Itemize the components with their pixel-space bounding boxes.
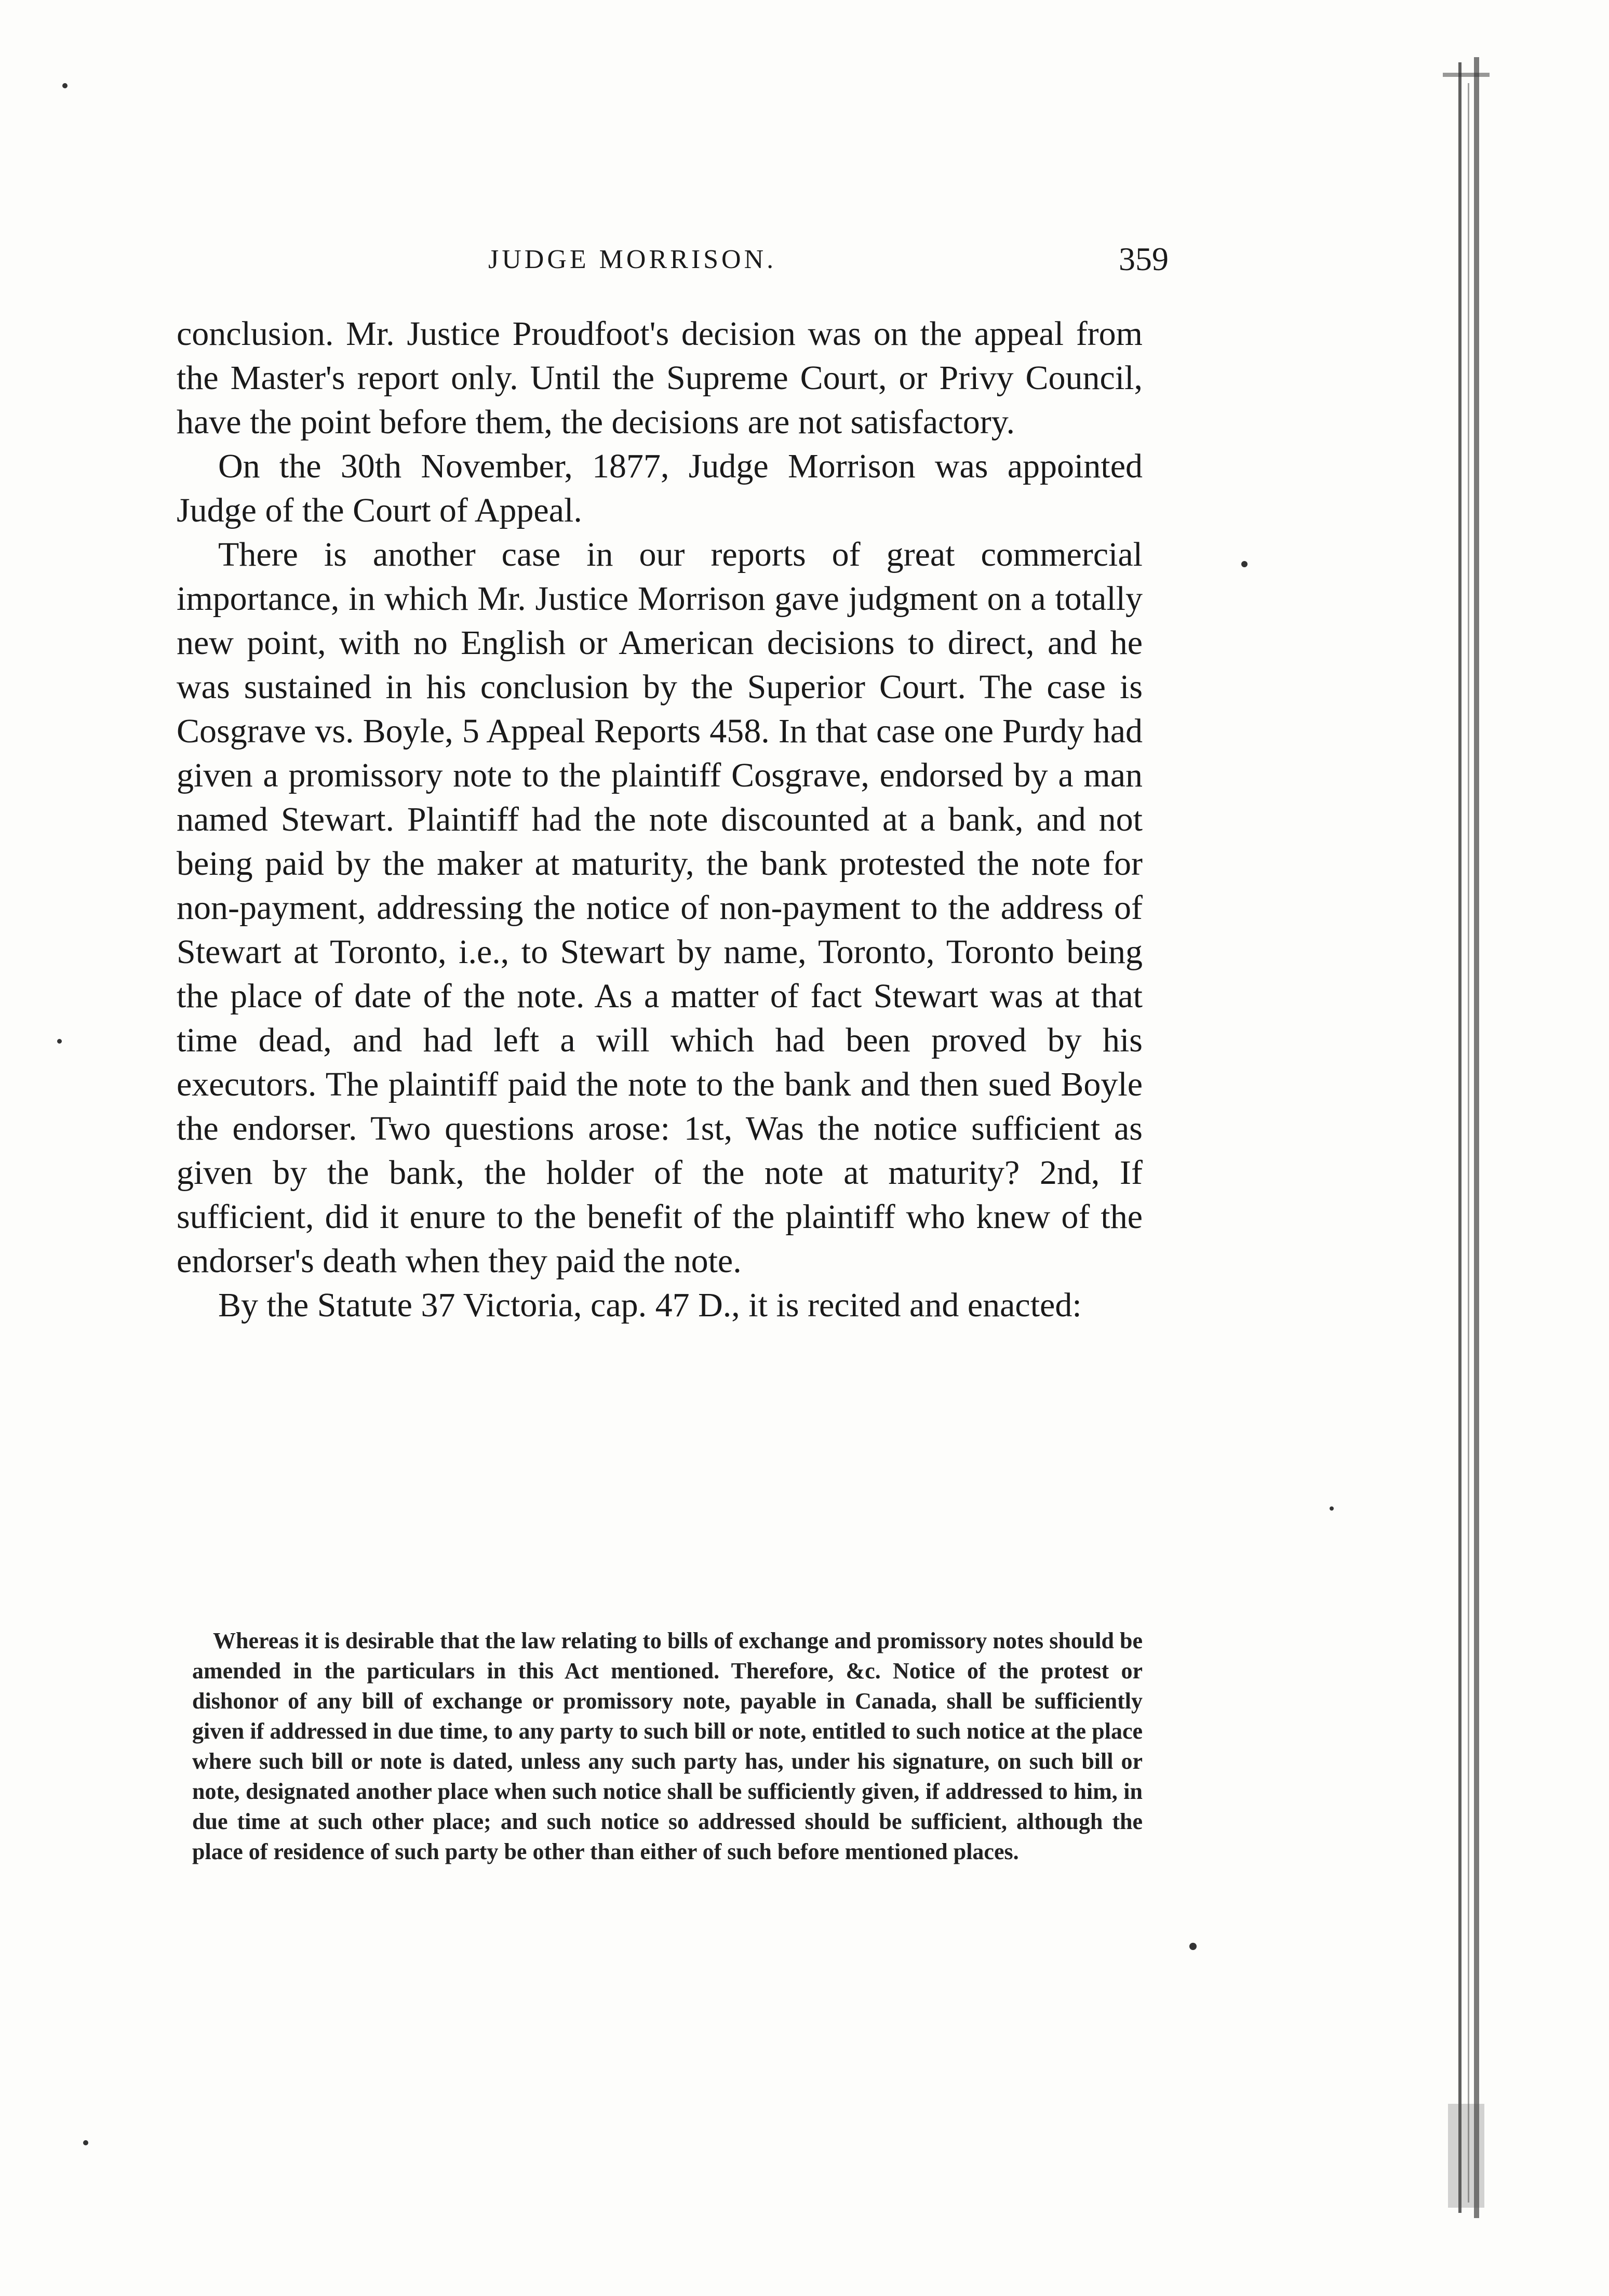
page-number: 359 <box>1119 241 1169 277</box>
paragraph-cosgrave-case: There is another case in our reports of great commercial importance, in which Mr. Justice Morrison gave judgment on a totally new point, with no English or American decisions to direct, and he was sustained in his conclusion by the Superior Court. The case is Cosgrave vs. Boyle, 5 Appeal Reports 458. In that case one Purdy had given a promissory note to the plaintiff Cosgrave, endorsed by a man named Stewart. Plaintiff had the note discounted at a bank, and not being paid by the maker at maturity, the bank protested the note for non-payment, addressing the notice of non-payment to the address of Stewart at Toronto, i.e., to Stewart by name, Toronto, Toronto being the place of date of the note. As a matter of fact Stewart was at that time dead, and had left a will which had been proved by his executors. The plaintiff paid the note to the bank and then sued Boyle the endorser. Two questions arose: 1st, Was the notice sufficient as given by the bank, the holder of the note at maturity? 2nd, If sufficient, did it enure to the benefit of the plaintiff who knew of the endorser's death when they paid the note. <box>177 536 1143 1280</box>
statute-quotation <box>192 1626 1143 1867</box>
scan-speck <box>57 1039 62 1044</box>
paragraph-continuation: conclusion. Mr. Justice Proudfoot's decision was on the appeal from the Master's report only. Until the Supreme Court, or Privy Council, have the point before them, the decisions are not satisfactory. <box>177 315 1143 441</box>
scan-speck <box>1189 1943 1197 1950</box>
scan-speck <box>83 2140 88 2145</box>
body-text <box>177 312 1143 1327</box>
scan-speck <box>62 83 68 88</box>
scan-edge-artifact <box>1443 52 1490 2223</box>
statute-quotation-text: Whereas it is desirable that the law relating to bills of exchange and promissory notes should be amended in the particulars in this Act mentioned. Therefore, &c. Notice of the protest or dishonor of any bill of exchange or promissory note, payable in Canada, shall be sufficiently given if addressed in due time, to any party to such bill or note, entitled to such notice at the place where such bill or note is dated, unless any such party has, under his signature, on such bill or note, designated another place when such notice shall be sufficiently given, if addressed to him, in due time at such other place; and such notice so addressed should be sufficient, although the place of residence of such party be other than either of such before mentioned places. <box>192 1628 1143 1864</box>
scan-speck <box>1241 561 1248 567</box>
scan-speck <box>1330 1506 1334 1511</box>
page-header <box>488 241 1169 286</box>
paragraph-statute-intro: By the Statute 37 Victoria, cap. 47 D., it is recited and enacted: <box>218 1286 1082 1324</box>
paragraph-appointment: On the 30th November, 1877, Judge Morrison was appointed Judge of the Court of Appeal. <box>177 447 1143 529</box>
running-head: JUDGE MORRISON. <box>488 245 777 274</box>
